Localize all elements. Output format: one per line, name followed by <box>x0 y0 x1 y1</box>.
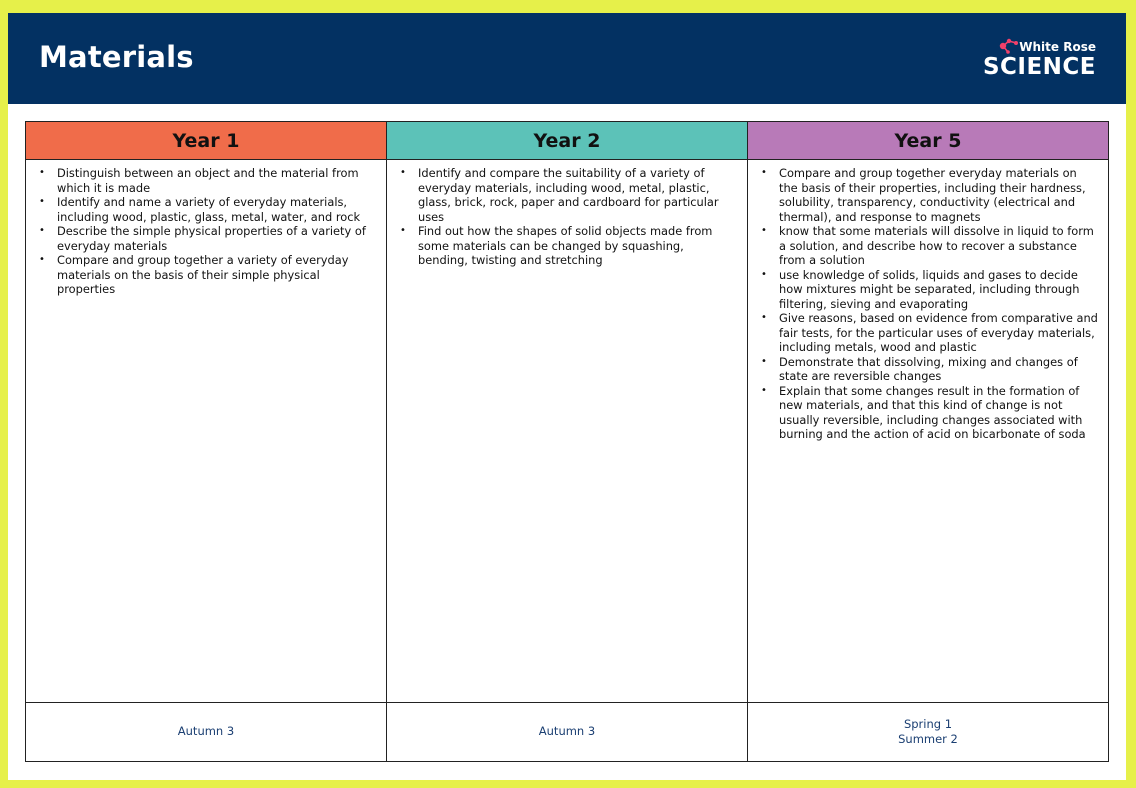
year-1-list <box>39 166 376 297</box>
list-item: • Identify and compare the suitability of a variety of everyday materials, including wood, metal, plastic, glass, brick, rock, paper and cardboard for particular uses <box>400 166 737 224</box>
list-item: • Find out how the shapes of solid objects made from some materials can be changed by squashing, bending, twisting and stretching <box>400 224 737 268</box>
year-2-objectives <box>387 160 748 703</box>
year-5-objectives <box>748 160 1109 703</box>
term-label: Autumn 3 <box>177 724 235 739</box>
list-item: • Identify and name a variety of everyday materials, including wood, plastic, glass, metal, water, and rock <box>39 195 376 224</box>
page-header <box>8 13 1126 104</box>
curriculum-table <box>25 121 1109 762</box>
year-1-terms <box>26 702 387 761</box>
list-item: • Compare and group together a variety of everyday materials on the basis of their simple physical properties <box>39 253 376 297</box>
year-5-terms <box>748 702 1109 761</box>
year-header-row <box>26 122 1109 160</box>
list-item: • Distinguish between an object and the material from which it is made <box>39 166 376 195</box>
brand-logo <box>978 37 1096 81</box>
year-1-objectives <box>26 160 387 703</box>
year-5-heading: Year 5 <box>748 122 1109 160</box>
term-label: Spring 1 <box>903 716 953 731</box>
objectives-row <box>26 160 1109 703</box>
list-item: • Describe the simple physical properties of a variety of everyday materials <box>39 224 376 253</box>
year-5-list <box>761 166 1098 442</box>
list-item: • Give reasons, based on evidence from comparative and fair tests, for the particular uses of everyday materials, including metals, wood and plastic <box>761 311 1098 355</box>
molecule-icon <box>996 37 1022 55</box>
year-2-terms <box>387 702 748 761</box>
list-item: • know that some materials will dissolve in liquid to form a solution, and describe how to recover a substance from a solution <box>761 224 1098 268</box>
term-label: Summer 2 <box>898 731 958 746</box>
year-2-heading: Year 2 <box>387 122 748 160</box>
terms-row <box>26 702 1109 761</box>
year-1-heading: Year 1 <box>26 122 387 160</box>
brand-top-text: White Rose <box>1019 40 1096 54</box>
page-title: Materials <box>39 40 194 74</box>
page-sheet <box>8 13 1126 780</box>
list-item: • use knowledge of solids, liquids and gases to decide how mixtures might be separated, including through filtering, sieving and evaporating <box>761 268 1098 312</box>
list-item: • Compare and group together everyday materials on the basis of their properties, including their hardness, solubility, transparency, conductivity (electrical and thermal), and response to magnets <box>761 166 1098 224</box>
brand-main-text: SCIENCE <box>982 54 1096 80</box>
year-2-list <box>400 166 737 268</box>
term-label: Autumn 3 <box>538 724 596 739</box>
list-item: • Explain that some changes result in the formation of new materials, and that this kind of change is not usually reversible, including changes associated with burning and the action of acid on bicarbonate of soda <box>761 384 1098 442</box>
list-item: • Demonstrate that dissolving, mixing and changes of state are reversible changes <box>761 355 1098 384</box>
